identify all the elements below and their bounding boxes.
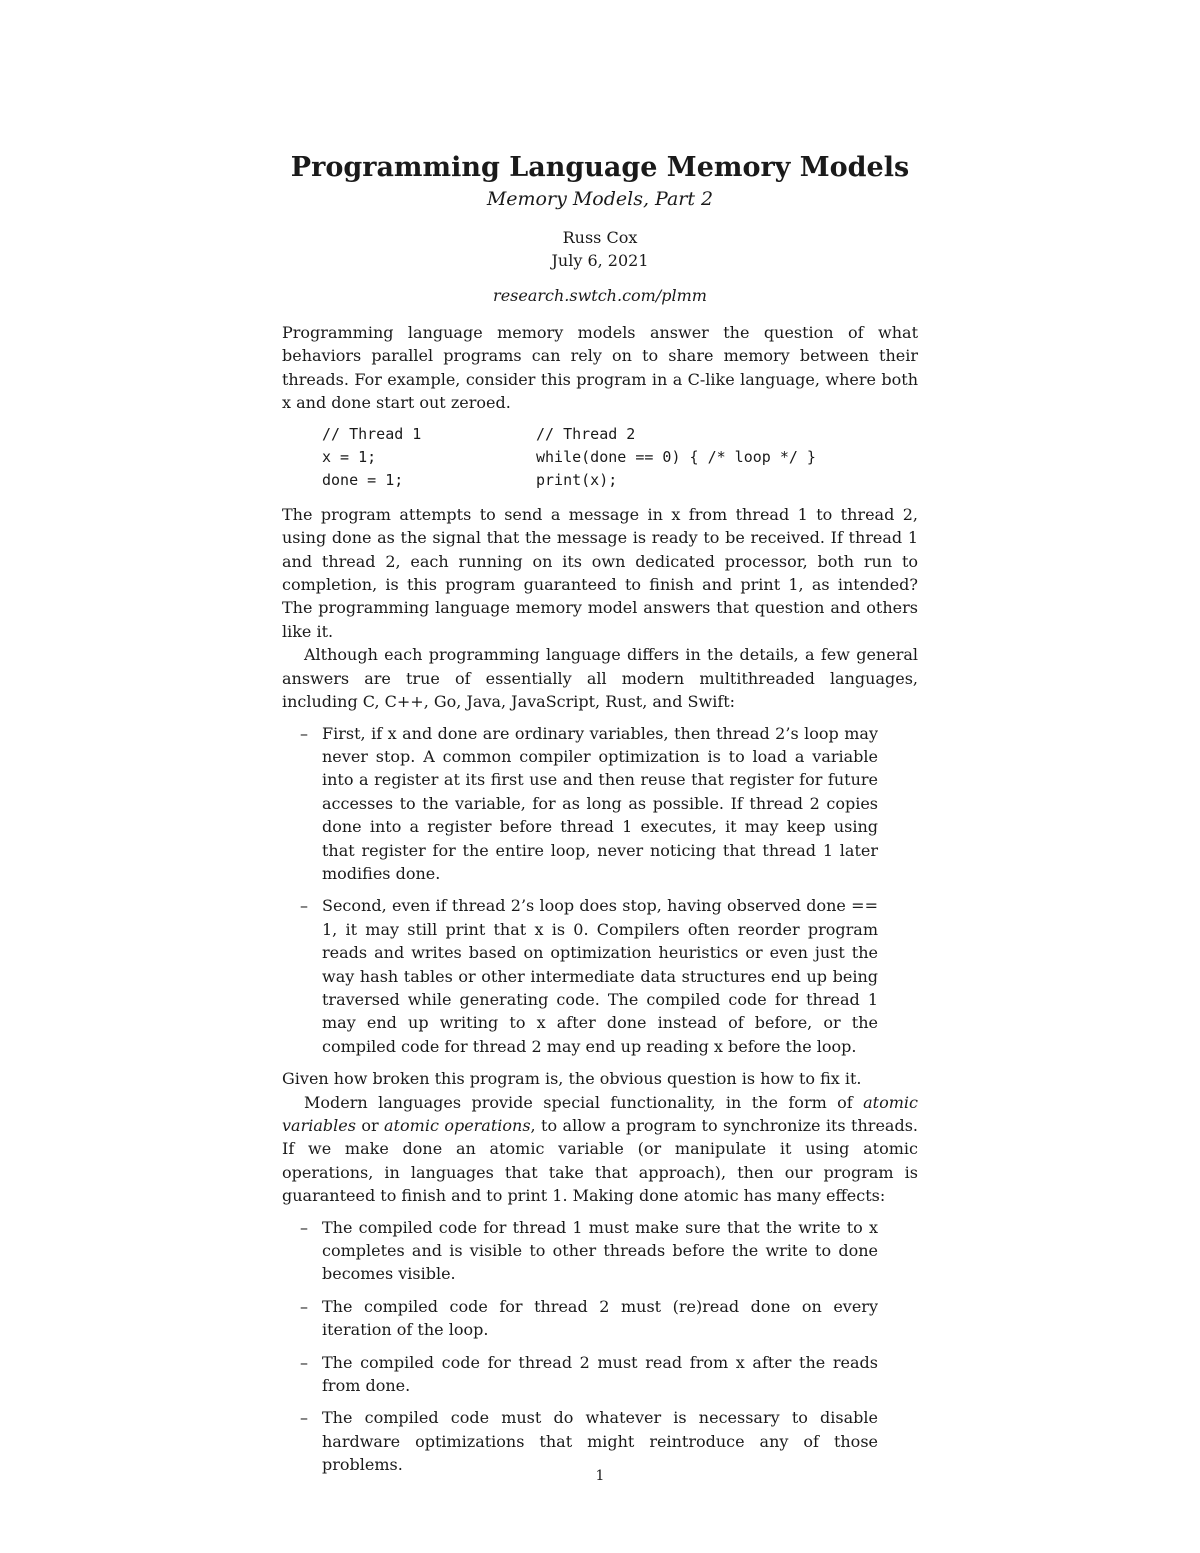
text-run: or: [355, 1116, 385, 1135]
page-number: 1: [595, 1468, 605, 1484]
code-line: // Thread 2: [536, 424, 636, 443]
emphasis-atomic-variables: atomic variables: [282, 1092, 918, 1135]
code-line: // Thread 1: [322, 424, 422, 443]
author-name: Russ Cox: [562, 228, 638, 247]
paragraph-atomics: [282, 1091, 918, 1208]
paragraph-languages: Although each programming language differs in the details, a few general answers are true of essentially all modern multithreaded languages, including C, C++, Go, Java, JavaScript, Rust, and Swift:: [282, 645, 918, 712]
paper-title: Programming Language Memory Models: [290, 152, 910, 183]
code-line: while(done == 0) { /* loop */ }: [536, 448, 816, 467]
text-run: Modern languages provide special functionality, in the form of: [304, 1092, 864, 1112]
list-effects: [300, 1216, 878, 1477]
code-line: x = 1;: [322, 448, 377, 467]
list-item: – Second, even if thread 2’s loop does stop, having observed done == 1, it may still print that x is 0. Compilers often reorder program reads and writes based on optimization heuristics or even just the way hash tables or other intermediate data structures end up being traversed while generating code. The compiled code for thread 1 may end up writing to x after done instead of before, or the compiled code for thread 2 may end up reading x before the loop.: [300, 894, 878, 1058]
paragraph-intro: Programming language memory models answer the question of what behaviors parallel programs can rely on to share memory between their threads. For example, consider this program in a C-like language, where both x and done start out zeroed.: [282, 323, 918, 413]
paper-url: research.swtch.com/plmm: [493, 286, 707, 305]
code-line: done = 1;: [322, 471, 404, 490]
emphasis-atomic-operations: atomic operations: [384, 1116, 531, 1135]
paper-subtitle: Memory Models, Part 2: [486, 188, 714, 210]
list-item: – First, if x and done are ordinary variables, then thread 2’s loop may never stop. A common compiler optimization is to load a variable into a register at its first use and then reuse that register for future accesses to the variable, for as long as possible. If thread 2 copies done into a register before thread 1 executes, it may keep using that register for the entire loop, never noticing that thread 1 later modifies done.: [300, 722, 878, 886]
list-item: – The compiled code for thread 2 must (re)read done on every iteration of the loop.: [300, 1295, 878, 1342]
list-problems: [300, 722, 878, 1059]
paper-page: [282, 150, 918, 1486]
publication-date: July 6, 2021: [551, 251, 649, 270]
code-block: [322, 423, 918, 493]
list-item: – The compiled code for thread 1 must make sure that the write to x completes and is visible to other threads before the write to done becomes visible.: [300, 1216, 878, 1286]
paragraph-program: The program attempts to send a message in x from thread 1 to thread 2, using done as the signal that the message is ready to be received. If thread 1 and thread 2, each running on its own dedicated processor, both run to completion, is this program guaranteed to finish and print 1, as intended? The programming language memory model answers that question and others like it.: [282, 504, 918, 641]
list-item: – The compiled code must do whatever is necessary to disable hardware optimizations that might reintroduce any of those problems.: [300, 1406, 878, 1476]
code-line: print(x);: [536, 471, 618, 490]
text-run: , to allow a program to synchronize its threads. If we make done an atomic variable (or manipulate it using atomic operations, in languages that take that approach), then our program is guaranteed to finish and to print 1. Making done atomic has many effects:: [282, 1116, 918, 1206]
paragraph-broken: Given how broken this program is, the obvious question is how to fix it.: [282, 1069, 862, 1089]
list-item: – The compiled code for thread 2 must read from x after the reads from done.: [300, 1351, 878, 1398]
